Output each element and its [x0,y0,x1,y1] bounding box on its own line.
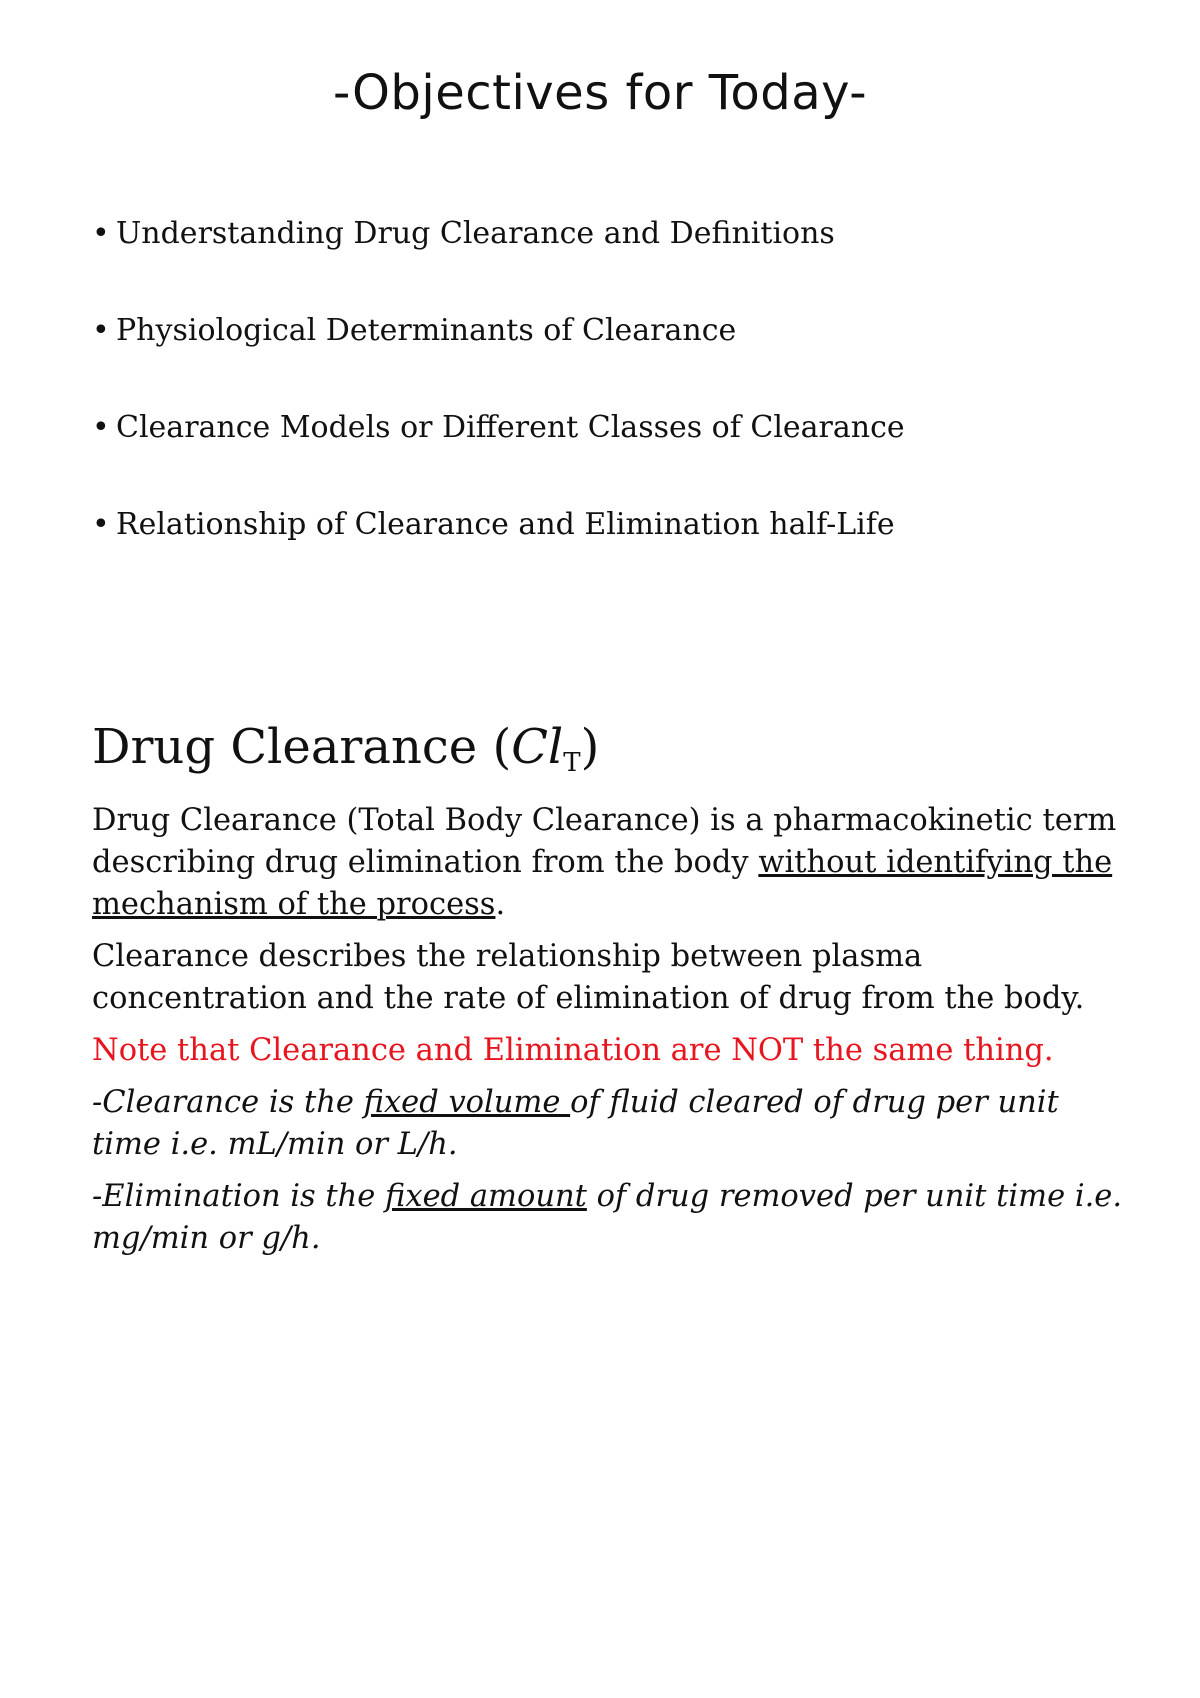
list-item [92,309,905,406]
objective-text: Understanding Drug Clearance and Definitions [116,216,835,251]
list-item [92,503,905,600]
bullet-icon: • [92,313,110,348]
underlined-phrase: fixed volume [363,1085,571,1120]
objective-text: Relationship of Clearance and Elimination half-Life [116,507,895,542]
bullet-icon: • [92,216,110,251]
note-text: Note that Clearance and Elimination are NOT the same thing. [92,1033,1054,1068]
objective-text: Clearance Models or Different Classes of Clearance [116,410,905,445]
elimination-definition: -Elimination is the fixed amount of drug removed per unit time i.e. mg/min or g/h. [92,1179,1123,1256]
list-item [92,212,905,309]
definition-paragraph: Drug Clearance (Total Body Clearance) is a pharmacokinetic term describing drug elimination from the body without identifying the mechanism of the process. [92,803,1117,922]
page-title: -Objectives for Today- [332,65,868,121]
bullet-icon: • [92,507,110,542]
drug-clearance-section [92,714,1132,1270]
objectives-list [92,212,905,600]
objective-text: Physiological Determinants of Clearance [116,313,737,348]
clearance-definition: -Clearance is the fixed volume of fluid cleared of drug per unit time i.e. mL/min or L/h. [92,1085,1059,1162]
relationship-paragraph: Clearance describes the relationship between plasma concentration and the rate of elimination of drug from the body. [92,939,1085,1016]
clearance-symbol: $Cl_T$ [511,719,581,778]
underlined-phrase: without identifying the mechanism of the process [92,845,1113,922]
section-heading: Drug Clearance $(Cl_T)$ [92,719,600,778]
underlined-phrase: fixed amount [385,1179,587,1214]
list-item [92,406,905,503]
bullet-icon: • [92,410,110,445]
